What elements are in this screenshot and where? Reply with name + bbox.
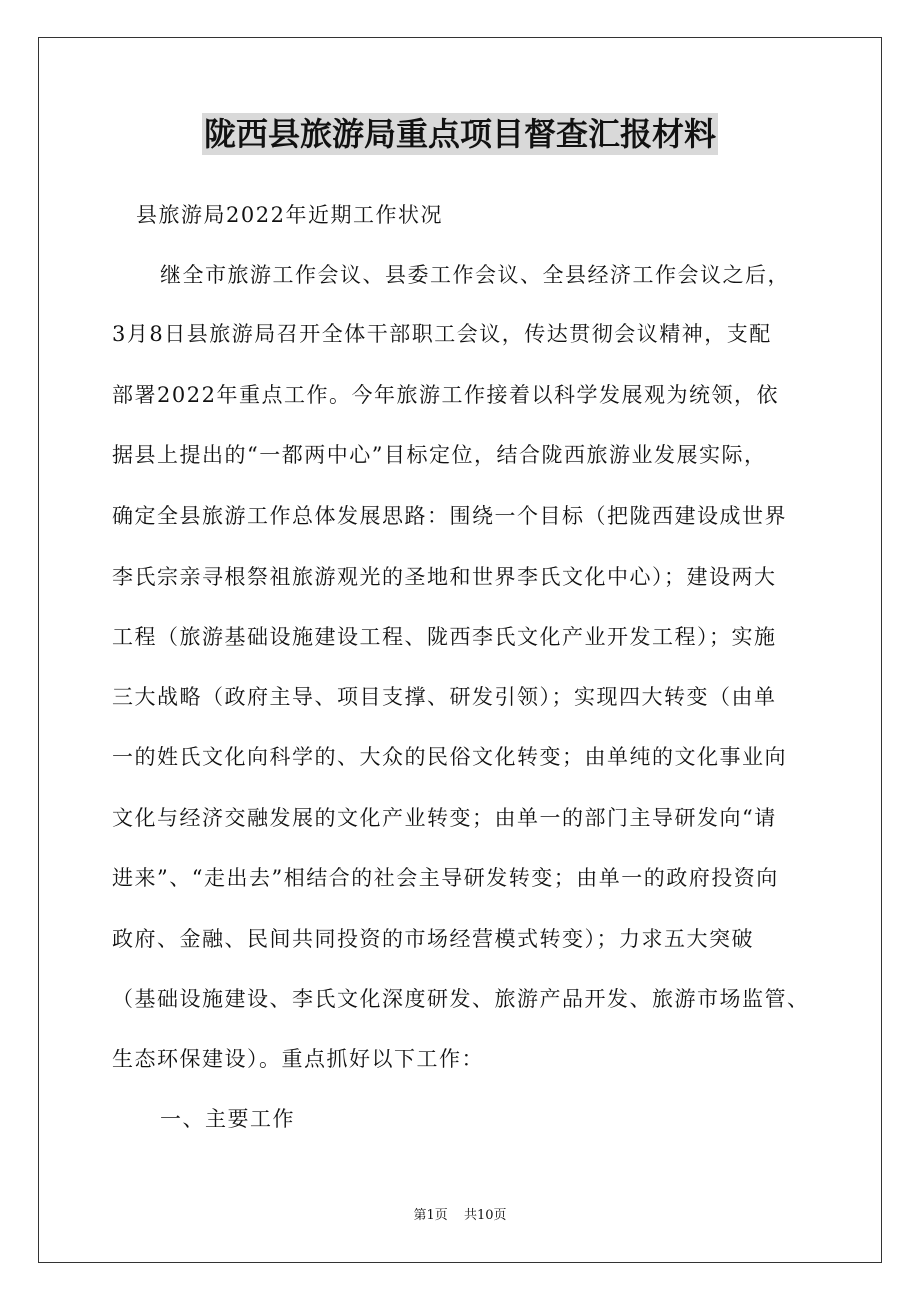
paragraph-line: 部署2022年重点工作。今年旅游工作接着以科学发展观为统领，依: [112, 383, 779, 407]
subheading: 县旅游局2022年近期工作状况: [136, 203, 443, 227]
page-footer: [0, 1207, 920, 1225]
paragraph-line: 确定全县旅游工作总体发展思路：围绕一个目标（把陇西建设成世界: [112, 504, 787, 528]
paragraph-line: 工程（旅游基础设施建设工程、陇西李氏文化产业开发工程）；实施: [112, 625, 777, 649]
page-number: 第1页: [413, 1208, 448, 1223]
paragraph-line: 进来”、“走出去”相结合的社会主导研发转变；由单一的政府投资向: [112, 866, 779, 890]
paragraph-line: 继全市旅游工作会议、县委工作会议、全县经济工作会议之后，: [160, 263, 790, 287]
paragraph-line: 一的姓氏文化向科学的、大众的民俗文化转变；由单纯的文化事业向: [112, 745, 787, 769]
paragraph-line: 据县上提出的“一都两中心”目标定位，结合陇西旅游业发展实际，: [112, 443, 767, 467]
paragraph-line: 三大战略（政府主导、项目支撑、研发引领）；实现四大转变（由单: [112, 685, 777, 709]
paragraph-line: 李氏宗亲寻根祭祖旅游观光的圣地和世界李氏文化中心）；建设两大: [112, 565, 777, 589]
section-heading: 一、主要工作: [160, 1107, 295, 1131]
document-title: [0, 112, 920, 156]
page-total: 共10页: [463, 1208, 507, 1223]
paragraph-line: （基础设施建设、李氏文化深度研发、旅游产品开发、旅游市场监管、: [112, 987, 810, 1011]
paragraph-line: 3月8日县旅游局召开全体干部职工会议，传达贯彻会议精神，支配: [112, 322, 772, 346]
paragraph-line: 生态环保建设）。重点抓好以下工作：: [112, 1047, 484, 1071]
paragraph-line: 政府、金融、民间共同投资的市场经营模式转变）；力求五大突破: [112, 927, 754, 951]
paragraph-line: 文化与经济交融发展的文化产业转变；由单一的部门主导研发向“请: [112, 806, 777, 830]
title-text: 陇西县旅游局重点项目督查汇报材料: [203, 115, 716, 153]
